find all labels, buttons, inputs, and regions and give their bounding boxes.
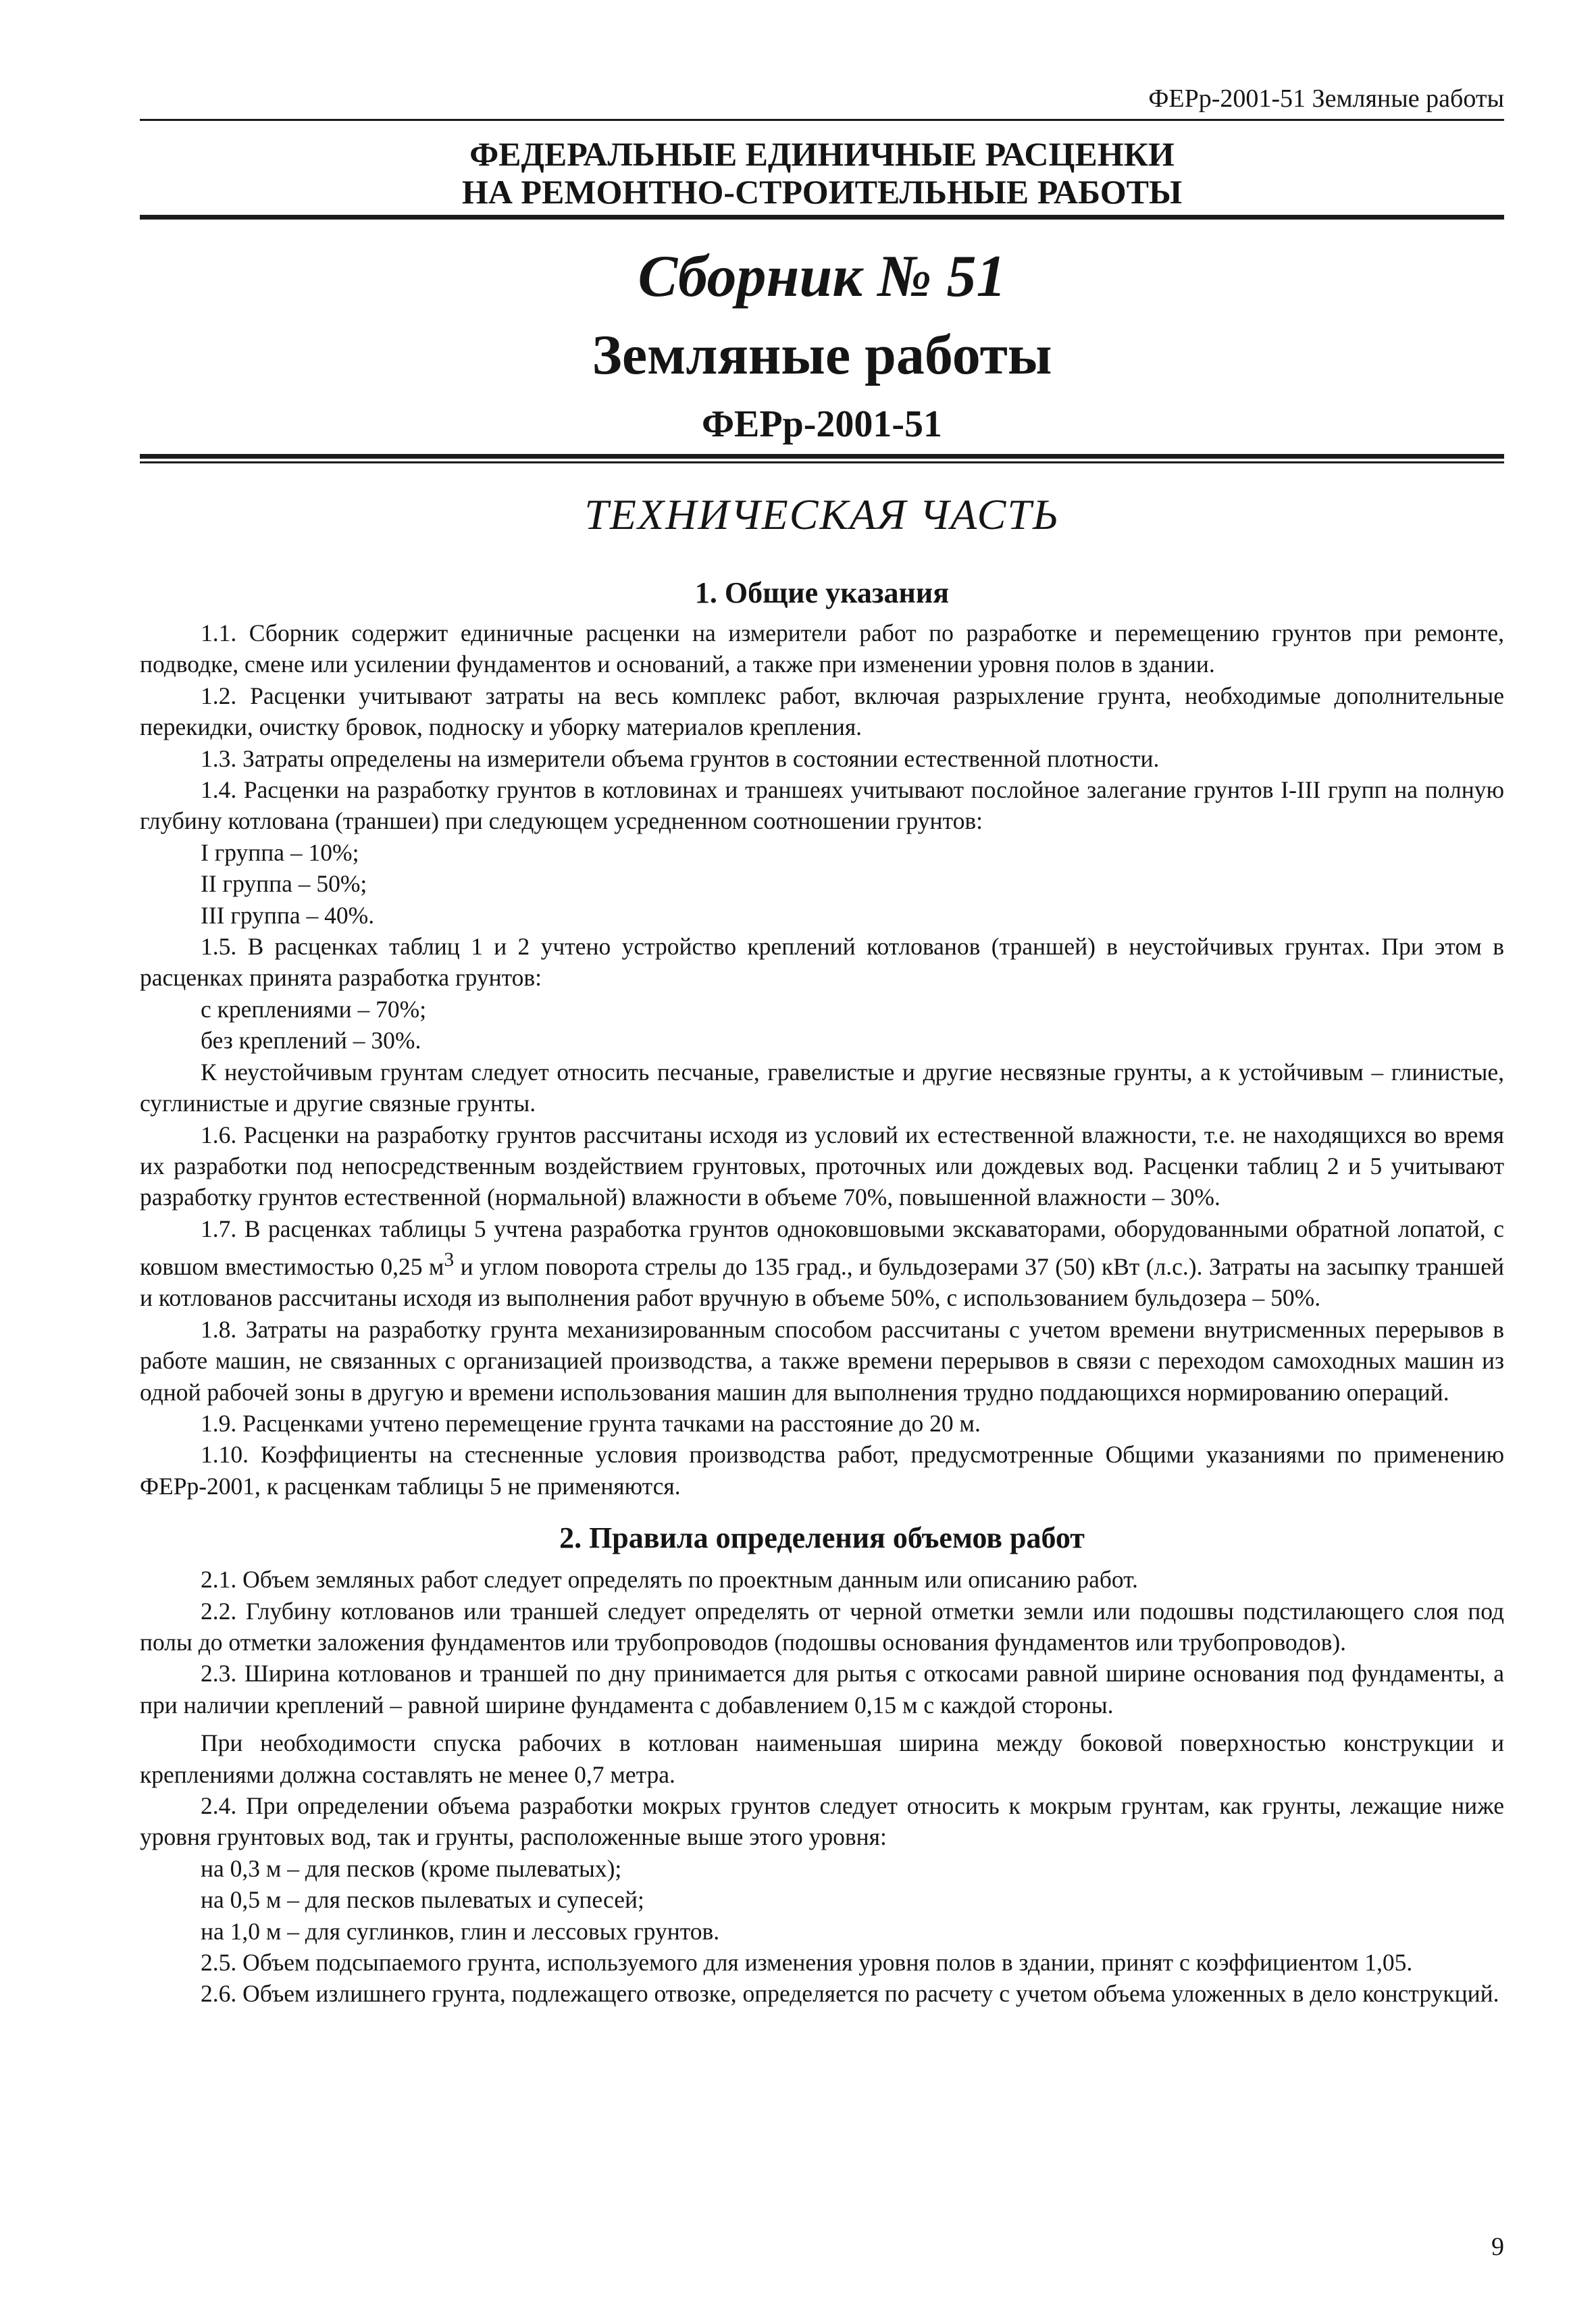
soil-group-1: I группа – 10%; (201, 838, 359, 866)
body-text (140, 573, 1504, 2010)
section-1-heading: 1. Общие указания (694, 576, 950, 609)
main-title (140, 135, 1504, 211)
document-code: ФЕРр-2001-51 (701, 403, 943, 445)
paragraph-1-2: 1.2. Расценки учитывают затраты на весь комплекс работ, включая разрыхление грунта, необходимые дополнительные перекидки, очистку бровок, подноску и уборку материалов крепления. (140, 682, 1504, 741)
wet-soil-silty-sands: на 0,5 м – для песков пылеватых и супесей; (201, 1886, 644, 1914)
header-rule (140, 119, 1504, 121)
paragraph-2-3: 2.3. Ширина котлованов и траншей по дну принимается для рытья с откосами равной ширине основания под фундаменты, а при наличии креплений – равной ширине фундамента с добавлением 0,15 м с каждой стороны. (140, 1660, 1504, 1719)
collection-number: Сборник № 51 (638, 244, 1006, 309)
cubic-superscript: 3 (444, 1249, 455, 1271)
paragraph-2-3-note: При необходимости спуска рабочих в котлован наименьшая ширина между боковой поверхностью конструкции и креплениями должна составлять не менее 0,7 метра. (140, 1729, 1504, 1788)
paragraph-1-8: 1.8. Затраты на разработку грунта механизированным способом рассчитаны с учетом времени внутрисменных перерывов в работе машин, не связанных с организацией производства, а также времени перерывов в связи с переходом самоходных машин из одной рабочей зоны в другую и времени использования машин для выполнения трудно поддающихся нормированию операций. (140, 1315, 1504, 1406)
with-supports-share: с креплениями – 70%; (201, 995, 427, 1023)
wet-soil-loams: на 1,0 м – для суглинков, глин и лессовых грунтов. (201, 1917, 720, 1945)
paragraph-2-2: 2.2. Глубину котлованов или траншей следует определять от черной отметки земли или подошвы подстилающего слоя под полы до отметки заложения фундаментов или трубопроводов (подошвы основания фундаментов или трубопроводов). (140, 1597, 1504, 1656)
wet-soil-sands: на 0,3 м – для песков (кроме пылеватых); (201, 1854, 622, 1882)
section-2-heading: 2. Правила определения объемов работ (559, 1521, 1085, 1555)
title-rule (140, 215, 1504, 220)
paragraph-1-9: 1.9. Расценками учтено перемещение грунта тачками на расстояние до 20 м. (201, 1409, 981, 1437)
main-title-line-1: ФЕДЕРАЛЬНЫЕ ЕДИНИЧНЫЕ РАСЦЕНКИ (469, 135, 1175, 173)
paragraph-1-5: 1.5. В расценках таблиц 1 и 2 учтено устройство креплений котлованов (траншей) в неустойчивых грунтах. При этом в расценках принята разработка грунтов: (140, 933, 1504, 992)
paragraph-2-6: 2.6. Объем излишнего грунта, подлежащего отвозке, определяется по расчету с учетом объема уложенных в дело конструкций. (201, 1980, 1499, 2008)
collection-subject: Земляные работы (592, 324, 1052, 386)
paragraph-1-3: 1.3. Затраты определены на измерители объема грунтов в состоянии естественной плотности. (201, 744, 1160, 772)
main-title-line-2: НА РЕМОНТНО-СТРОИТЕЛЬНЫЕ РАБОТЫ (461, 173, 1183, 211)
paragraph-1-10: 1.10. Коэффициенты на стесненные условия производства работ, предусмотренные Общими указаниями по применению ФЕРр-2001, к расценкам таблицы 5 не применяются. (140, 1441, 1504, 1500)
paragraph-1-4: 1.4. Расценки на разработку грунтов в котловинах и траншеях учитывают послойное залегание грунтов I-III групп на полную глубину котлована (траншеи) при следующем усредненном соотношении грунтов: (140, 776, 1504, 835)
soil-group-3: III группа – 40%. (201, 901, 375, 929)
page-number: 9 (1491, 2233, 1504, 2261)
unstable-soils-note: К неустойчивым грунтам следует относить песчаные, гравелистые и другие несвязные грунты, а к устойчивым – глинистые, суглинистые и другие связные грунты. (140, 1058, 1504, 1117)
paragraph-1-7 (140, 1213, 1504, 1314)
paragraph-1-1: 1.1. Сборник содержит единичные расценки на измерители работ по разработке и перемещению грунтов при ремонте, подводке, смене или усилении фундаментов и оснований, а также при изменении уровня полов в здании. (140, 619, 1504, 678)
running-head: ФЕРр-2001-51 Земляные работы (1148, 84, 1504, 113)
paragraph-2-4: 2.4. При определении объема разработки мокрых грунтов следует относить к мокрым грунтам, как грунты, лежащие ниже уровня грунтовых вод, так и грунты, расположенные выше этого уровня: (140, 1792, 1504, 1851)
code-double-rule (140, 454, 1504, 463)
paragraph-1-7-part-a: 1.7. В расценках таблицы 5 учтена разработка грунтов одноковшовыми экскаваторами, оборудованными обратной лопатой, с ковшом вместимостью 0,25 м (140, 1215, 1504, 1280)
technical-part-title: ТЕХНИЧЕСКАЯ ЧАСТЬ (584, 490, 1060, 538)
without-supports-share: без креплений – 30%. (201, 1027, 421, 1054)
paragraph-2-1: 2.1. Объем земляных работ следует определять по проектным данным или описанию работ. (201, 1566, 1138, 1594)
paragraph-2-5: 2.5. Объем подсыпаемого грунта, используемого для изменения уровня полов в здании, принят с коэффициентом 1,05. (201, 1949, 1413, 1977)
soil-group-2: II группа – 50%; (201, 870, 367, 898)
paragraph-1-7-part-b: и углом поворота стрелы до 135 град., и бульдозерами 37 (50) кВт (л.с.). Затраты на засыпку траншей и котлованов рассчитаны исходя из выполнения работ вручную в объеме 50%, с использованием бульдозера – 50%. (140, 1252, 1504, 1312)
paragraph-1-6: 1.6. Расценки на разработку грунтов рассчитаны исходя из условий их естественной влажности, т.е. не находящихся во время их разработки под непосредственным воздействием грунтовых, проточных или дождевых вод. Расценки таблиц 2 и 5 учитывают разработку грунтов естественной (нормальной) влажности в объеме 70%, повышенной влажности – 30%. (140, 1121, 1504, 1211)
